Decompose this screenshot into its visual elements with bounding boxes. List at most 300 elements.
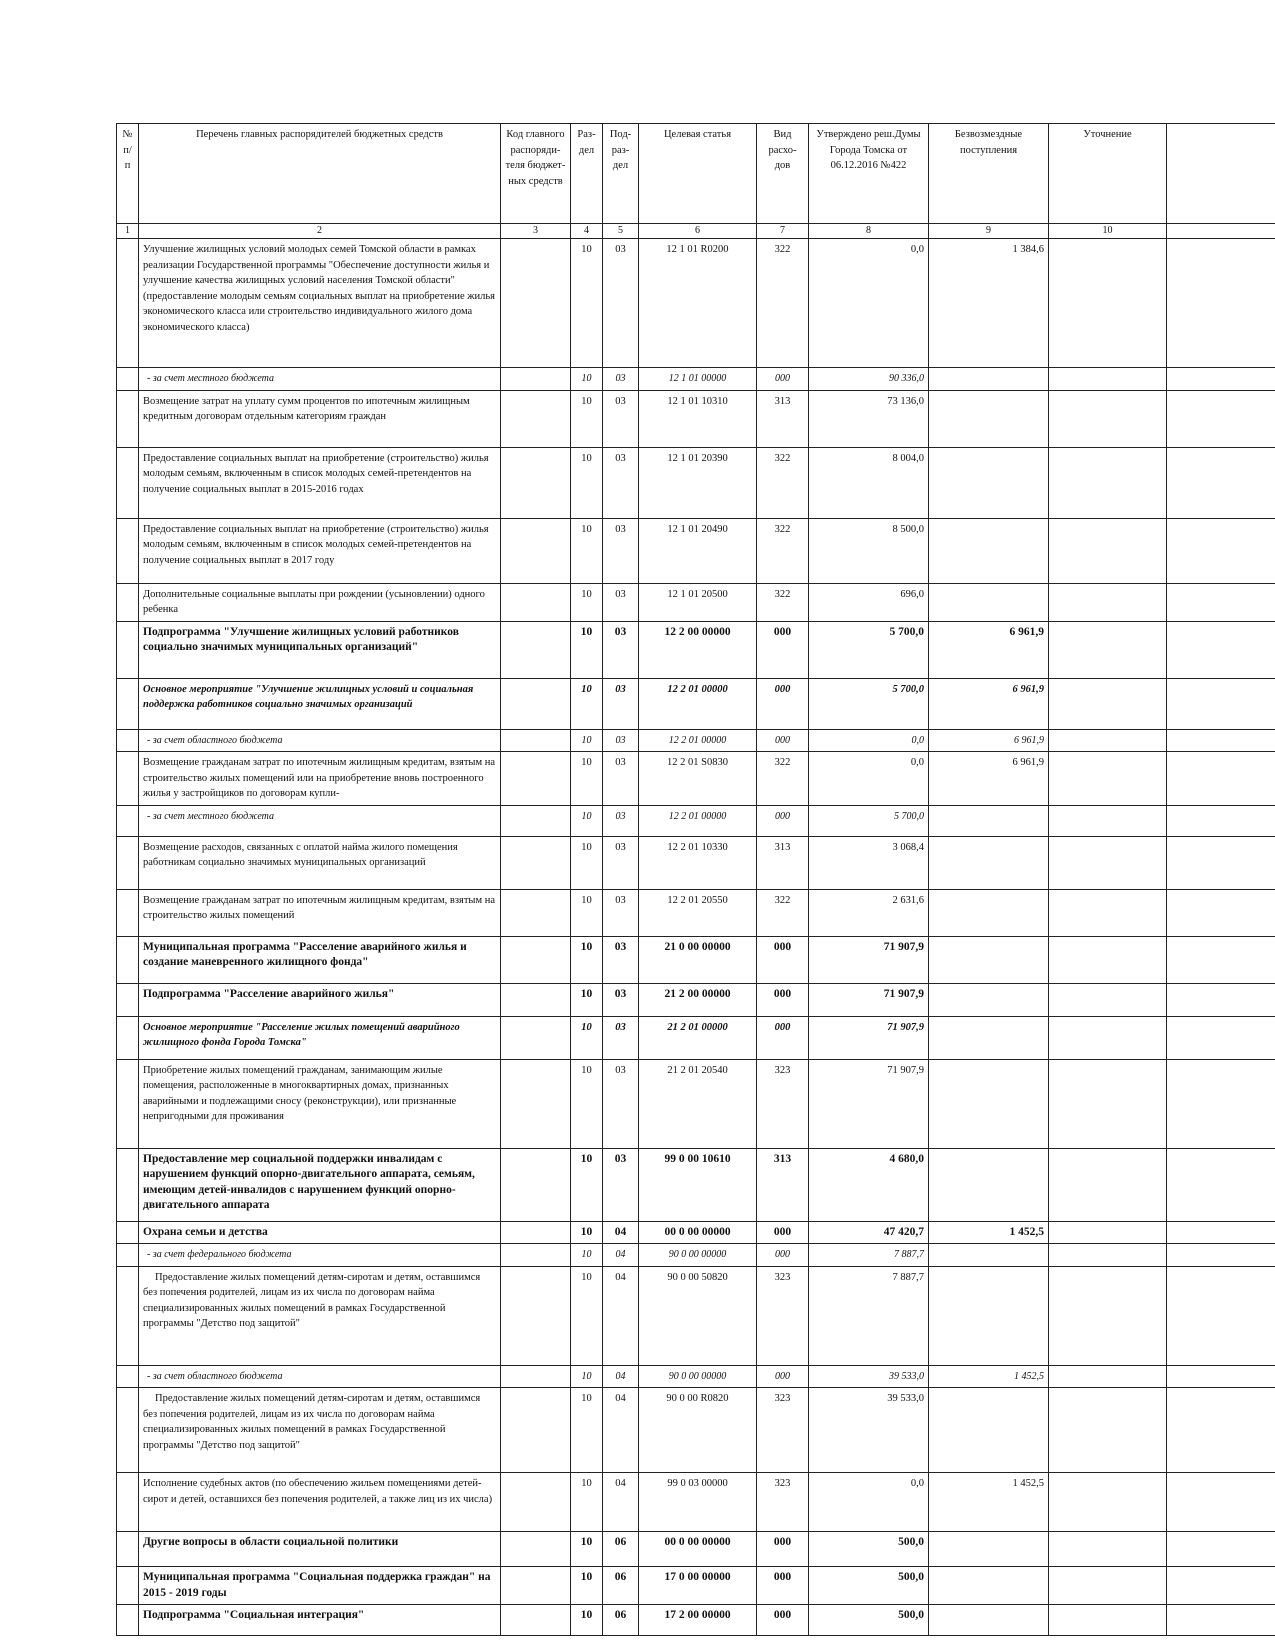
colnum: 10 bbox=[1049, 224, 1167, 239]
cell-extra bbox=[1167, 1148, 1275, 1221]
cell-approved: 39 533,0 bbox=[809, 1365, 929, 1388]
cell-approved: 500,0 bbox=[809, 1605, 929, 1636]
table-row bbox=[117, 678, 1275, 729]
cell-extra bbox=[1167, 239, 1275, 368]
cell-approved: 71 907,9 bbox=[809, 983, 929, 1016]
cell-number bbox=[117, 983, 139, 1016]
cell-code bbox=[501, 447, 571, 518]
cell-razdel: 10 bbox=[571, 836, 603, 889]
cell-number bbox=[117, 1221, 139, 1244]
cell-number bbox=[117, 805, 139, 836]
table-row bbox=[117, 1148, 1275, 1221]
cell-approved: 47 420,7 bbox=[809, 1221, 929, 1244]
cell-name: Возмещение расходов, связанных с оплатой найма жилого помещения работникам социально значимых муниципальных организаций bbox=[139, 836, 501, 889]
cell-refine bbox=[1049, 518, 1167, 583]
cell-code bbox=[501, 1266, 571, 1365]
cell-code bbox=[501, 1605, 571, 1636]
cell-grants bbox=[929, 368, 1049, 391]
cell-podrazdel: 04 bbox=[603, 1473, 639, 1532]
cell-razdel: 10 bbox=[571, 1605, 603, 1636]
cell-name: Основное мероприятие "Улучшение жилищных условий и социальная поддержка работников социально значимых организаций bbox=[139, 678, 501, 729]
cell-vid: 000 bbox=[757, 621, 809, 678]
colnum: 1 bbox=[117, 224, 139, 239]
cell-name: Охрана семьи и детства bbox=[139, 1221, 501, 1244]
table-row bbox=[117, 368, 1275, 391]
cell-vid: 000 bbox=[757, 1605, 809, 1636]
cell-name: Предоставление жилых помещений детям-сиротам и детям, оставшимся без попечения родителей, лицам из их числа по договорам найма специализированных жилых помещений в рамках Государственной программы "Детство под защитой" bbox=[139, 1266, 501, 1365]
cell-extra bbox=[1167, 1365, 1275, 1388]
cell-target: 90 0 00 R0820 bbox=[639, 1388, 757, 1473]
cell-name: Подпрограмма "Улучшение жилищных условий работников социально значимых муниципальных организаций" bbox=[139, 621, 501, 678]
cell-refine bbox=[1049, 983, 1167, 1016]
cell-approved: 5 700,0 bbox=[809, 678, 929, 729]
table-row bbox=[117, 1532, 1275, 1567]
header-grants: Безвозмездные поступления bbox=[929, 124, 1049, 224]
cell-target: 21 2 01 00000 bbox=[639, 1016, 757, 1059]
cell-approved: 500,0 bbox=[809, 1567, 929, 1605]
cell-approved: 0,0 bbox=[809, 729, 929, 752]
cell-name: - за счет местного бюджета bbox=[139, 368, 501, 391]
cell-extra bbox=[1167, 621, 1275, 678]
cell-code bbox=[501, 368, 571, 391]
cell-vid: 000 bbox=[757, 936, 809, 983]
cell-grants: 6 961,9 bbox=[929, 621, 1049, 678]
cell-target: 21 2 00 00000 bbox=[639, 983, 757, 1016]
cell-razdel: 10 bbox=[571, 729, 603, 752]
cell-vid: 000 bbox=[757, 729, 809, 752]
cell-code bbox=[501, 1473, 571, 1532]
cell-podrazdel: 03 bbox=[603, 390, 639, 447]
cell-refine bbox=[1049, 1605, 1167, 1636]
cell-name: Предоставление жилых помещений детям-сиротам и детям, оставшимся без попечения родителей, лицам из их числа по договорам найма специализированных жилых помещений в рамках Государственной программы "Детство под защитой" bbox=[139, 1388, 501, 1473]
cell-refine bbox=[1049, 1388, 1167, 1473]
cell-extra bbox=[1167, 447, 1275, 518]
cell-razdel: 10 bbox=[571, 936, 603, 983]
cell-refine bbox=[1049, 1221, 1167, 1244]
cell-code bbox=[501, 1388, 571, 1473]
cell-razdel: 10 bbox=[571, 1365, 603, 1388]
header-target: Целевая статья bbox=[639, 124, 757, 224]
cell-grants bbox=[929, 889, 1049, 936]
cell-grants: 6 961,9 bbox=[929, 729, 1049, 752]
cell-razdel: 10 bbox=[571, 1388, 603, 1473]
cell-number bbox=[117, 368, 139, 391]
cell-grants: 1 452,5 bbox=[929, 1221, 1049, 1244]
cell-podrazdel: 03 bbox=[603, 583, 639, 621]
cell-vid: 323 bbox=[757, 1473, 809, 1532]
cell-vid: 313 bbox=[757, 836, 809, 889]
cell-refine bbox=[1049, 936, 1167, 983]
cell-podrazdel: 03 bbox=[603, 678, 639, 729]
cell-podrazdel: 03 bbox=[603, 805, 639, 836]
cell-code bbox=[501, 1148, 571, 1221]
cell-target: 17 2 00 00000 bbox=[639, 1605, 757, 1636]
cell-razdel: 10 bbox=[571, 1532, 603, 1567]
cell-approved: 696,0 bbox=[809, 583, 929, 621]
cell-number bbox=[117, 1244, 139, 1267]
cell-razdel: 10 bbox=[571, 1016, 603, 1059]
cell-approved: 8 004,0 bbox=[809, 447, 929, 518]
cell-podrazdel: 06 bbox=[603, 1532, 639, 1567]
cell-target: 00 0 00 00000 bbox=[639, 1532, 757, 1567]
cell-code bbox=[501, 729, 571, 752]
cell-name: Предоставление социальных выплат на приобретение (строительство) жилья молодым семьям, включенным в список молодых семей-претендентов на получение социальных выплат в 2017 году bbox=[139, 518, 501, 583]
cell-vid: 322 bbox=[757, 752, 809, 806]
cell-approved: 5 700,0 bbox=[809, 621, 929, 678]
cell-name: - за счет областного бюджета bbox=[139, 1365, 501, 1388]
cell-grants bbox=[929, 1266, 1049, 1365]
cell-podrazdel: 03 bbox=[603, 368, 639, 391]
cell-approved: 500,0 bbox=[809, 1532, 929, 1567]
cell-vid: 000 bbox=[757, 678, 809, 729]
cell-extra bbox=[1167, 583, 1275, 621]
table-row bbox=[117, 1059, 1275, 1148]
cell-code bbox=[501, 239, 571, 368]
cell-refine bbox=[1049, 368, 1167, 391]
cell-code bbox=[501, 1567, 571, 1605]
cell-vid: 322 bbox=[757, 889, 809, 936]
cell-name: Дополнительные социальные выплаты при рождении (усыновлении) одного ребенка bbox=[139, 583, 501, 621]
cell-vid: 000 bbox=[757, 1244, 809, 1267]
table-row bbox=[117, 518, 1275, 583]
cell-extra bbox=[1167, 368, 1275, 391]
cell-approved: 90 336,0 bbox=[809, 368, 929, 391]
cell-approved: 7 887,7 bbox=[809, 1266, 929, 1365]
header-refine: Уточнение bbox=[1049, 124, 1167, 224]
cell-grants bbox=[929, 836, 1049, 889]
cell-approved: 39 533,0 bbox=[809, 1388, 929, 1473]
cell-podrazdel: 03 bbox=[603, 936, 639, 983]
cell-grants bbox=[929, 1532, 1049, 1567]
cell-number bbox=[117, 1388, 139, 1473]
cell-number bbox=[117, 1266, 139, 1365]
cell-podrazdel: 03 bbox=[603, 1016, 639, 1059]
cell-podrazdel: 03 bbox=[603, 889, 639, 936]
cell-razdel: 10 bbox=[571, 518, 603, 583]
cell-razdel: 10 bbox=[571, 1244, 603, 1267]
cell-refine bbox=[1049, 1266, 1167, 1365]
cell-refine bbox=[1049, 447, 1167, 518]
cell-name: Исполнение судебных актов (по обеспечению жильем помещениями детей-сирот и детей, оставшихся без попечения родителей, а также лиц из их числа) bbox=[139, 1473, 501, 1532]
cell-approved: 0,0 bbox=[809, 752, 929, 806]
cell-extra bbox=[1167, 836, 1275, 889]
cell-vid: 322 bbox=[757, 583, 809, 621]
cell-refine bbox=[1049, 1532, 1167, 1567]
cell-vid: 323 bbox=[757, 1388, 809, 1473]
cell-refine bbox=[1049, 239, 1167, 368]
cell-extra bbox=[1167, 805, 1275, 836]
cell-number bbox=[117, 1605, 139, 1636]
cell-target: 90 0 00 50820 bbox=[639, 1266, 757, 1365]
cell-code bbox=[501, 678, 571, 729]
cell-target: 12 2 01 S0830 bbox=[639, 752, 757, 806]
cell-vid: 000 bbox=[757, 805, 809, 836]
header-razdel: Раз-дел bbox=[571, 124, 603, 224]
cell-number bbox=[117, 889, 139, 936]
colnum: 9 bbox=[929, 224, 1049, 239]
cell-podrazdel: 03 bbox=[603, 752, 639, 806]
cell-grants bbox=[929, 1605, 1049, 1636]
cell-name: - за счет федерального бюджета bbox=[139, 1244, 501, 1267]
cell-target: 12 1 01 R0200 bbox=[639, 239, 757, 368]
cell-code bbox=[501, 1221, 571, 1244]
cell-approved: 5 700,0 bbox=[809, 805, 929, 836]
table-row bbox=[117, 390, 1275, 447]
cell-number bbox=[117, 1567, 139, 1605]
cell-grants bbox=[929, 1244, 1049, 1267]
cell-razdel: 10 bbox=[571, 239, 603, 368]
cell-vid: 323 bbox=[757, 1266, 809, 1365]
cell-refine bbox=[1049, 752, 1167, 806]
cell-target: 12 2 00 00000 bbox=[639, 621, 757, 678]
cell-number bbox=[117, 729, 139, 752]
cell-number bbox=[117, 1532, 139, 1567]
column-number-row bbox=[117, 224, 1275, 239]
colnum: 7 bbox=[757, 224, 809, 239]
table-row bbox=[117, 583, 1275, 621]
table-row bbox=[117, 752, 1275, 806]
cell-refine bbox=[1049, 1244, 1167, 1267]
cell-extra bbox=[1167, 1473, 1275, 1532]
cell-refine bbox=[1049, 621, 1167, 678]
colnum: 4 bbox=[571, 224, 603, 239]
cell-grants bbox=[929, 583, 1049, 621]
cell-code bbox=[501, 836, 571, 889]
cell-extra bbox=[1167, 1221, 1275, 1244]
cell-podrazdel: 03 bbox=[603, 836, 639, 889]
colnum: 6 bbox=[639, 224, 757, 239]
cell-vid: 000 bbox=[757, 983, 809, 1016]
cell-approved: 0,0 bbox=[809, 239, 929, 368]
cell-target: 12 2 01 00000 bbox=[639, 678, 757, 729]
cell-extra bbox=[1167, 889, 1275, 936]
cell-grants bbox=[929, 390, 1049, 447]
cell-refine bbox=[1049, 1059, 1167, 1148]
cell-code bbox=[501, 621, 571, 678]
cell-vid: 000 bbox=[757, 1365, 809, 1388]
table-row bbox=[117, 1473, 1275, 1532]
cell-code bbox=[501, 805, 571, 836]
cell-number bbox=[117, 621, 139, 678]
cell-razdel: 10 bbox=[571, 889, 603, 936]
table-row bbox=[117, 729, 1275, 752]
cell-vid: 313 bbox=[757, 390, 809, 447]
cell-approved: 71 907,9 bbox=[809, 936, 929, 983]
table-row bbox=[117, 447, 1275, 518]
table-row bbox=[117, 1266, 1275, 1365]
cell-name: Возмещение гражданам затрат по ипотечным жилищным кредитам, взятым на строительство жилых помещений bbox=[139, 889, 501, 936]
table-body bbox=[117, 239, 1275, 1636]
cell-approved: 73 136,0 bbox=[809, 390, 929, 447]
cell-podrazdel: 03 bbox=[603, 621, 639, 678]
cell-approved: 4 680,0 bbox=[809, 1148, 929, 1221]
cell-podrazdel: 03 bbox=[603, 1148, 639, 1221]
cell-podrazdel: 06 bbox=[603, 1567, 639, 1605]
cell-approved: 3 068,4 bbox=[809, 836, 929, 889]
table-row bbox=[117, 1221, 1275, 1244]
cell-extra bbox=[1167, 1532, 1275, 1567]
cell-name: Возмещение затрат на уплату сумм процентов по ипотечным жилищным кредитным договорам отдельным категориям граждан bbox=[139, 390, 501, 447]
cell-name: Муниципальная программа "Расселение аварийного жилья и создание маневренного жилищного фонда" bbox=[139, 936, 501, 983]
cell-podrazdel: 03 bbox=[603, 1059, 639, 1148]
cell-razdel: 10 bbox=[571, 447, 603, 518]
cell-code bbox=[501, 1365, 571, 1388]
cell-refine bbox=[1049, 1365, 1167, 1388]
cell-extra bbox=[1167, 1266, 1275, 1365]
cell-number bbox=[117, 1016, 139, 1059]
cell-razdel: 10 bbox=[571, 621, 603, 678]
colnum: 3 bbox=[501, 224, 571, 239]
cell-number bbox=[117, 518, 139, 583]
header-approved: Утверждено реш.Думы Города Томска от 06.12.2016 №422 bbox=[809, 124, 929, 224]
header-vid: Вид расхо-дов bbox=[757, 124, 809, 224]
header-row bbox=[117, 124, 1275, 224]
cell-grants bbox=[929, 1388, 1049, 1473]
header-number: № п/п bbox=[117, 124, 139, 224]
cell-razdel: 10 bbox=[571, 583, 603, 621]
cell-name: - за счет местного бюджета bbox=[139, 805, 501, 836]
cell-target: 12 2 01 00000 bbox=[639, 729, 757, 752]
cell-extra bbox=[1167, 1605, 1275, 1636]
cell-approved: 71 907,9 bbox=[809, 1059, 929, 1148]
header-name: Перечень главных распорядителей бюджетных средств bbox=[139, 124, 501, 224]
cell-number bbox=[117, 1473, 139, 1532]
table-row bbox=[117, 239, 1275, 368]
cell-name: Подпрограмма "Расселение аварийного жилья" bbox=[139, 983, 501, 1016]
cell-approved: 71 907,9 bbox=[809, 1016, 929, 1059]
table-row bbox=[117, 1244, 1275, 1267]
cell-number bbox=[117, 936, 139, 983]
cell-extra bbox=[1167, 1244, 1275, 1267]
table-row bbox=[117, 621, 1275, 678]
cell-number bbox=[117, 447, 139, 518]
cell-extra bbox=[1167, 1567, 1275, 1605]
cell-grants bbox=[929, 936, 1049, 983]
cell-grants: 6 961,9 bbox=[929, 752, 1049, 806]
cell-grants bbox=[929, 1148, 1049, 1221]
cell-target: 12 2 01 20550 bbox=[639, 889, 757, 936]
cell-code bbox=[501, 1059, 571, 1148]
cell-razdel: 10 bbox=[571, 678, 603, 729]
cell-grants bbox=[929, 447, 1049, 518]
cell-razdel: 10 bbox=[571, 805, 603, 836]
cell-target: 12 1 01 10310 bbox=[639, 390, 757, 447]
cell-extra bbox=[1167, 1016, 1275, 1059]
colnum: 8 bbox=[809, 224, 929, 239]
cell-vid: 000 bbox=[757, 1567, 809, 1605]
cell-approved: 2 631,6 bbox=[809, 889, 929, 936]
cell-target: 90 0 00 00000 bbox=[639, 1365, 757, 1388]
cell-code bbox=[501, 1016, 571, 1059]
cell-grants bbox=[929, 1567, 1049, 1605]
cell-target: 21 0 00 00000 bbox=[639, 936, 757, 983]
cell-refine bbox=[1049, 1148, 1167, 1221]
cell-razdel: 10 bbox=[571, 1567, 603, 1605]
cell-grants bbox=[929, 805, 1049, 836]
cell-podrazdel: 04 bbox=[603, 1266, 639, 1365]
cell-vid: 313 bbox=[757, 1148, 809, 1221]
cell-refine bbox=[1049, 678, 1167, 729]
cell-refine bbox=[1049, 805, 1167, 836]
budget-table bbox=[116, 123, 1275, 1636]
cell-podrazdel: 03 bbox=[603, 239, 639, 368]
cell-grants: 1 452,5 bbox=[929, 1365, 1049, 1388]
cell-vid: 322 bbox=[757, 518, 809, 583]
cell-extra bbox=[1167, 983, 1275, 1016]
cell-podrazdel: 04 bbox=[603, 1388, 639, 1473]
colnum: 5 bbox=[603, 224, 639, 239]
table-row bbox=[117, 836, 1275, 889]
cell-refine bbox=[1049, 729, 1167, 752]
cell-vid: 322 bbox=[757, 239, 809, 368]
cell-vid: 000 bbox=[757, 1532, 809, 1567]
cell-razdel: 10 bbox=[571, 1059, 603, 1148]
cell-number bbox=[117, 583, 139, 621]
cell-razdel: 10 bbox=[571, 1266, 603, 1365]
cell-podrazdel: 03 bbox=[603, 518, 639, 583]
cell-target: 12 1 01 20500 bbox=[639, 583, 757, 621]
cell-refine bbox=[1049, 390, 1167, 447]
cell-grants: 6 961,9 bbox=[929, 678, 1049, 729]
cell-podrazdel: 04 bbox=[603, 1365, 639, 1388]
cell-razdel: 10 bbox=[571, 1148, 603, 1221]
table-row bbox=[117, 1365, 1275, 1388]
cell-extra bbox=[1167, 752, 1275, 806]
cell-target: 12 1 01 00000 bbox=[639, 368, 757, 391]
cell-extra bbox=[1167, 1388, 1275, 1473]
cell-podrazdel: 03 bbox=[603, 983, 639, 1016]
cell-code bbox=[501, 583, 571, 621]
cell-name: Предоставление социальных выплат на приобретение (строительство) жилья молодым семьям, включенным в список молодых семей-претендентов на получение социальных выплат в 2015-2016 годах bbox=[139, 447, 501, 518]
cell-name: Основное мероприятие "Расселение жилых помещений аварийного жилищного фонда Города Томска" bbox=[139, 1016, 501, 1059]
cell-target: 12 2 01 00000 bbox=[639, 805, 757, 836]
cell-refine bbox=[1049, 836, 1167, 889]
cell-extra bbox=[1167, 518, 1275, 583]
cell-approved: 8 500,0 bbox=[809, 518, 929, 583]
cell-grants bbox=[929, 983, 1049, 1016]
cell-grants bbox=[929, 518, 1049, 583]
cell-name: Приобретение жилых помещений гражданам, занимающим жилые помещения, расположенные в многоквартирных домах, признанных аварийными и подлежащими сносу (реконструкции), или признанные непригодными для проживания bbox=[139, 1059, 501, 1148]
cell-target: 12 1 01 20490 bbox=[639, 518, 757, 583]
table-row bbox=[117, 936, 1275, 983]
cell-razdel: 10 bbox=[571, 1221, 603, 1244]
cell-approved: 0,0 bbox=[809, 1473, 929, 1532]
cell-podrazdel: 06 bbox=[603, 1605, 639, 1636]
cell-target: 00 0 00 00000 bbox=[639, 1221, 757, 1244]
cell-number bbox=[117, 836, 139, 889]
cell-vid: 323 bbox=[757, 1059, 809, 1148]
cell-extra bbox=[1167, 936, 1275, 983]
cell-razdel: 10 bbox=[571, 390, 603, 447]
cell-vid: 322 bbox=[757, 447, 809, 518]
cell-razdel: 10 bbox=[571, 368, 603, 391]
cell-code bbox=[501, 752, 571, 806]
cell-name: - за счет областного бюджета bbox=[139, 729, 501, 752]
cell-vid: 000 bbox=[757, 1221, 809, 1244]
cell-vid: 000 bbox=[757, 1016, 809, 1059]
cell-number bbox=[117, 1365, 139, 1388]
cell-code bbox=[501, 1244, 571, 1267]
cell-approved: 7 887,7 bbox=[809, 1244, 929, 1267]
cell-refine bbox=[1049, 1473, 1167, 1532]
cell-target: 12 1 01 20390 bbox=[639, 447, 757, 518]
cell-target: 90 0 00 00000 bbox=[639, 1244, 757, 1267]
cell-code bbox=[501, 889, 571, 936]
cell-extra bbox=[1167, 390, 1275, 447]
colnum: 2 bbox=[139, 224, 501, 239]
cell-name: Подпрограмма "Социальная интеграция" bbox=[139, 1605, 501, 1636]
cell-razdel: 10 bbox=[571, 983, 603, 1016]
